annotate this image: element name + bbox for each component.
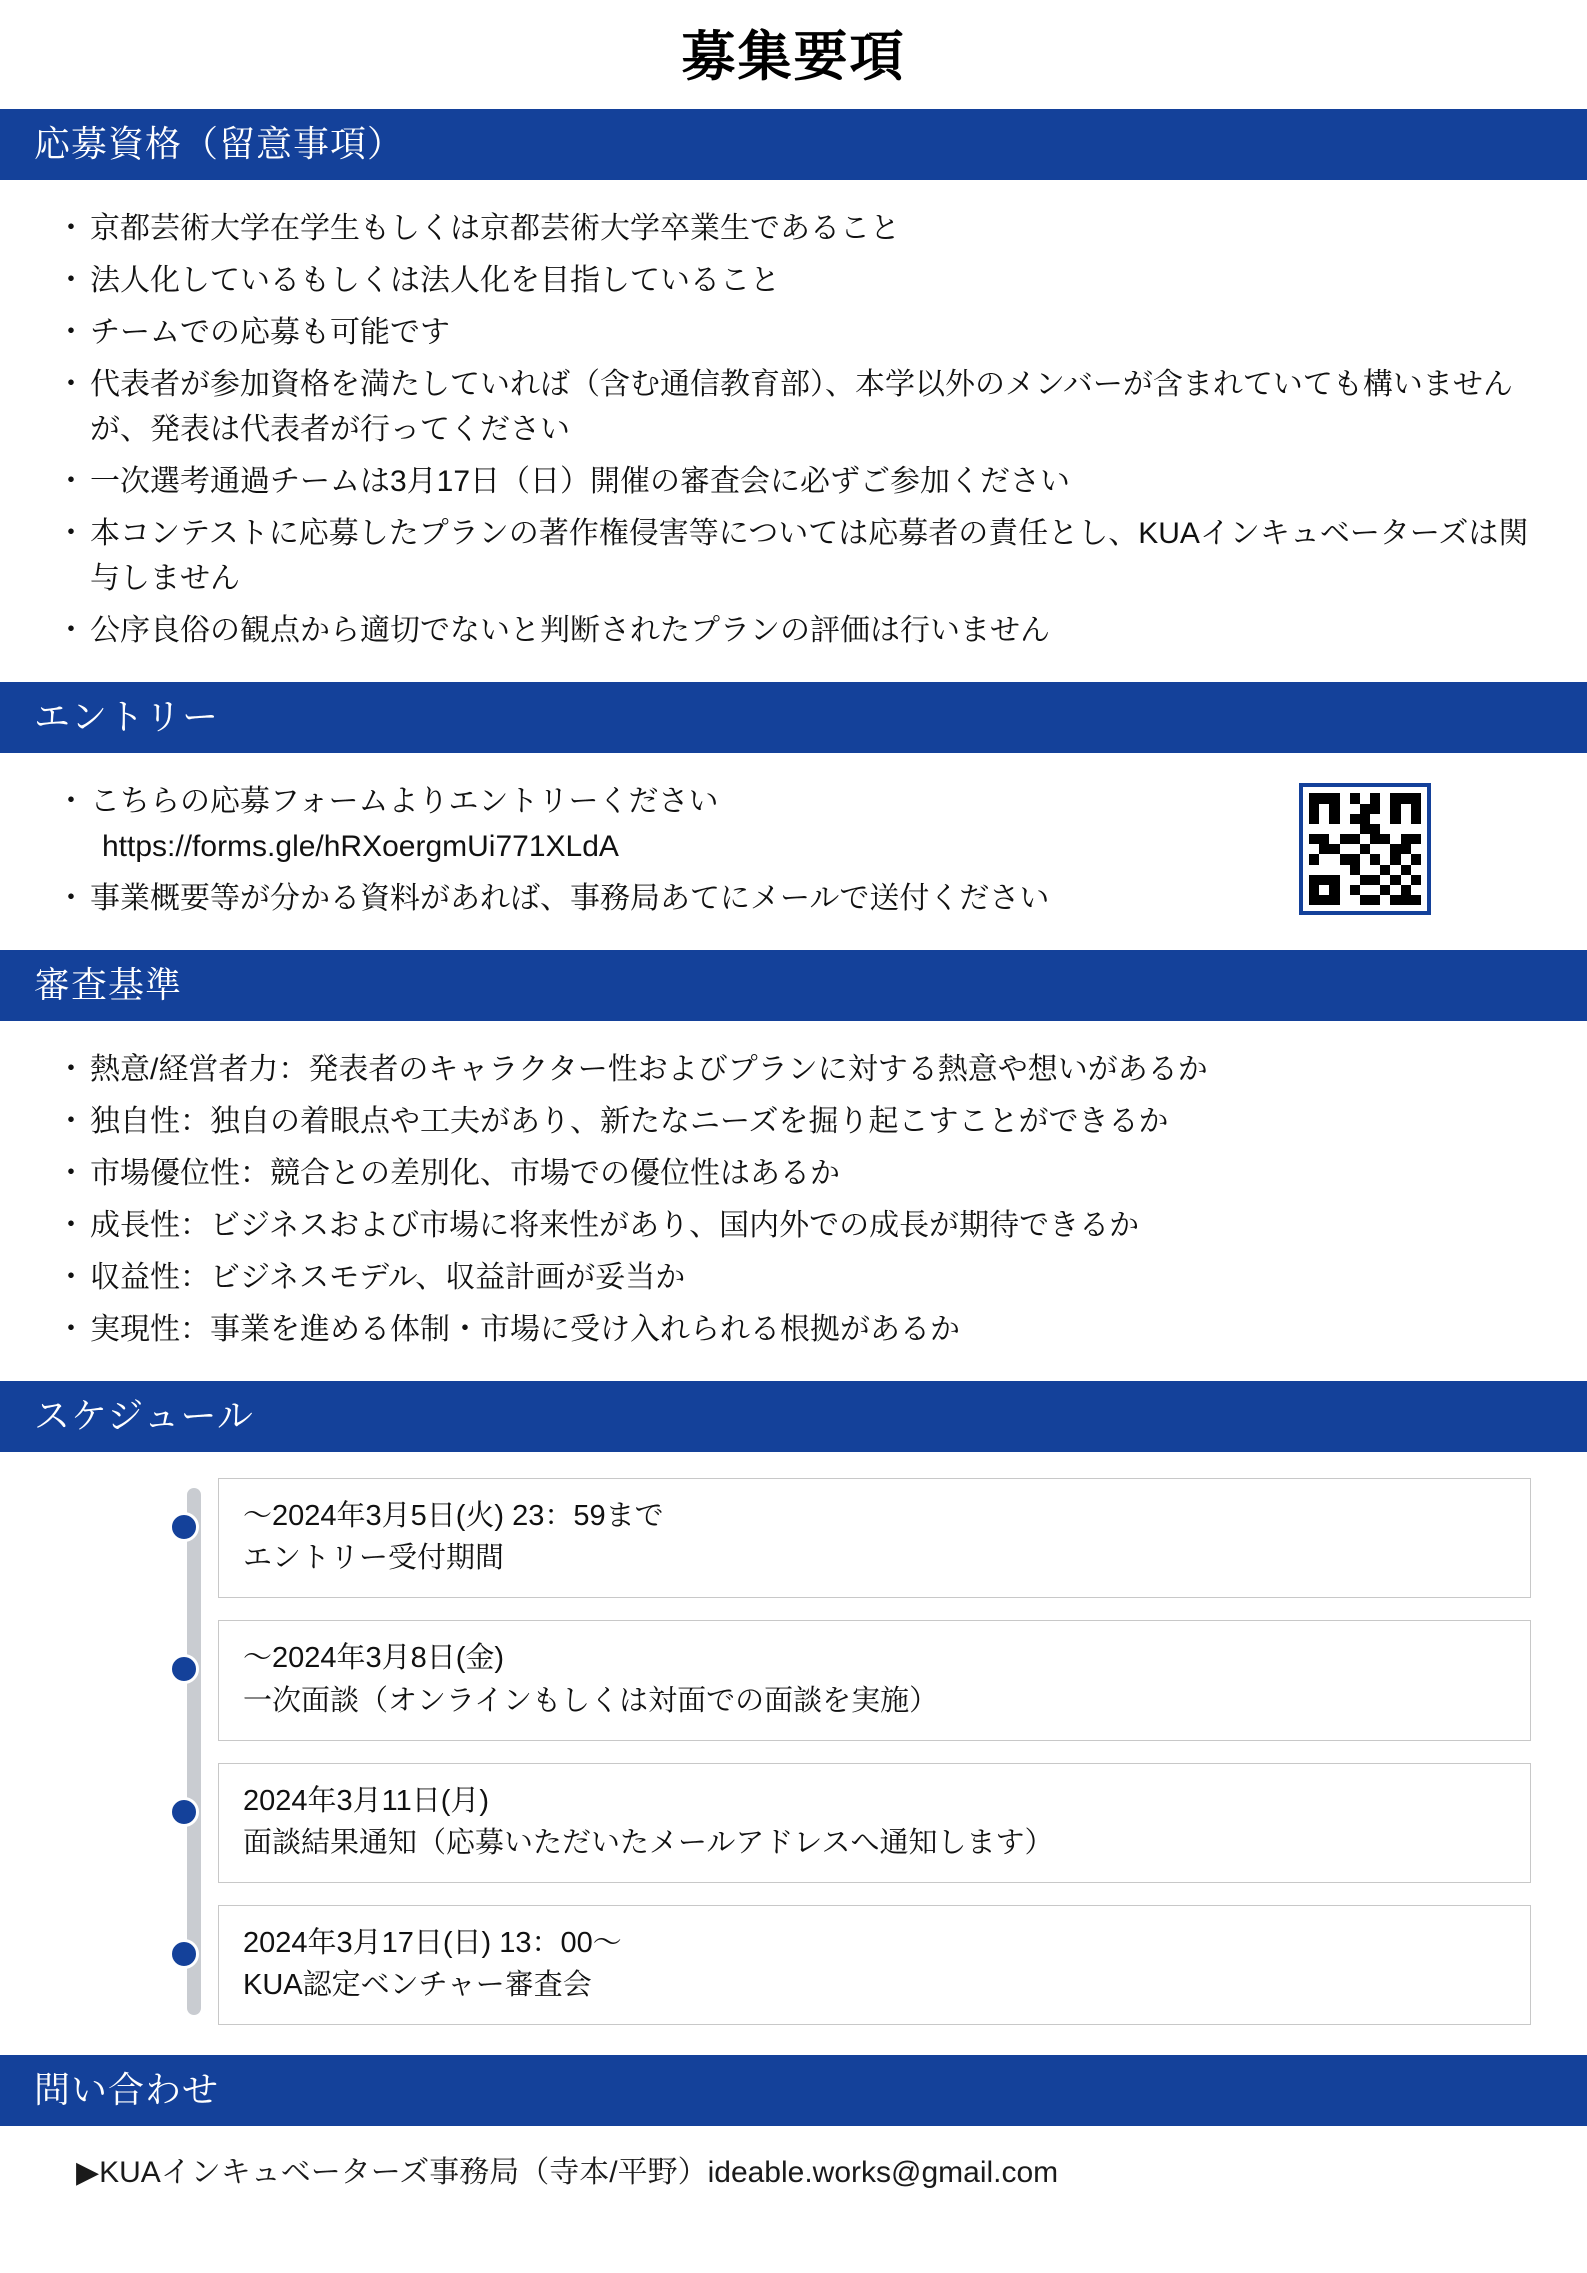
timeline-dot-icon <box>169 1939 199 1969</box>
list-item: ・ 収益性：ビジネスモデル、収益計画が妥当か <box>56 1255 1531 1300</box>
list-item: ・ 代表者が参加資格を満たしていれば（含む通信教育部）、本学以外のメンバーが含まれていても構いませんが、発表は代表者が行ってください <box>56 362 1531 452</box>
timeline-item <box>156 1905 1531 2025</box>
section-body-qualification <box>0 180 1587 682</box>
section-body-entry <box>0 753 1587 950</box>
qualification-list <box>56 206 1531 653</box>
timeline-card <box>218 1905 1531 2025</box>
entry-form-url[interactable]: https://forms.gle/hRXoergmUi771XLdA <box>102 830 619 864</box>
list-item: ・ 一次選考通過チームは3月17日（日）開催の審査会に必ずご参加ください <box>56 459 1531 504</box>
timeline-date: 〜2024年3月5日(火) 23：59まで <box>243 1500 664 1533</box>
section-heading-schedule: スケジュール <box>0 1381 1587 1452</box>
list-item: ・ 熱意/経営者力：発表者のキャラクター性およびプランに対する熱意や想いがあるか <box>56 1047 1531 1092</box>
list-item: ・ 本コンテストに応募したプランの著作権侵害等については応募者の責任とし、KUAインキュベーターズは関与しません <box>56 511 1531 601</box>
list-item: ・ チームでの応募も可能です <box>56 310 1531 355</box>
entry-form-label: こちらの応募フォームよりエントリーください <box>90 785 719 819</box>
timeline-dot-icon <box>169 1654 199 1684</box>
entry-list <box>56 779 1299 921</box>
timeline-dot-icon <box>169 1512 199 1542</box>
list-item: ・ 事業概要等が分かる資料があれば、事務局あてにメールで送付ください <box>56 876 1299 921</box>
list-item: ・ 公序良俗の観点から適切でないと判断されたプランの評価は行いません <box>56 608 1531 653</box>
timeline-item <box>156 1478 1531 1598</box>
section-heading-qualification: 応募資格（留意事項） <box>0 109 1587 180</box>
section-body-schedule <box>0 1452 1587 2054</box>
timeline-date: 2024年3月11日(月) <box>243 1784 490 1817</box>
list-item: ・ 実現性：事業を進める体制・市場に受け入れられる根拠があるか <box>56 1307 1531 1352</box>
timeline-date: 〜2024年3月8日(金) <box>243 1642 505 1675</box>
timeline-desc: エントリー受付期間 <box>243 1542 505 1575</box>
timeline-desc: KUA認定ベンチャー審査会 <box>243 1968 592 2001</box>
list-item: ・ 成長性：ビジネスおよび市場に将来性があり、国内外での成長が期待できるか <box>56 1203 1531 1248</box>
qr-code-pattern <box>1309 793 1421 905</box>
criteria-list <box>56 1047 1531 1352</box>
contact-line: ▶KUAインキュベーターズ事務局（寺本/平野）ideable.works@gmail.com <box>76 2155 1059 2189</box>
timeline-desc: 一次面談（オンラインもしくは対面での面談を実施） <box>243 1684 939 1717</box>
timeline-card <box>218 1478 1531 1598</box>
timeline-item <box>156 1620 1531 1740</box>
timeline-dot-icon <box>169 1797 199 1827</box>
timeline-card <box>218 1620 1531 1740</box>
timeline-desc: 面談結果通知（応募いただいたメールアドレスへ通知します） <box>243 1826 1054 1859</box>
section-heading-contact: 問い合わせ <box>0 2055 1587 2126</box>
page-title: 募集要項 <box>681 27 906 87</box>
timeline-item <box>156 1763 1531 1883</box>
entry-text-block <box>56 779 1299 928</box>
qr-code-icon[interactable] <box>1299 783 1431 915</box>
timeline-date: 2024年3月17日(日) 13：00〜 <box>243 1926 622 1959</box>
schedule-timeline <box>56 1478 1531 2024</box>
section-body-contact <box>0 2126 1587 2204</box>
flyer-page <box>0 28 1587 2273</box>
list-item: ・ 市場優位性：競合との差別化、市場での優位性はあるか <box>56 1151 1531 1196</box>
list-item: ・ 京都芸術大学在学生もしくは京都芸術大学卒業生であること <box>56 206 1531 251</box>
list-item: ・ 法人化しているもしくは法人化を目指していること <box>56 258 1531 303</box>
section-heading-criteria: 審査基準 <box>0 950 1587 1021</box>
section-heading-entry: エントリー <box>0 682 1587 753</box>
list-item: ・ 独自性：独自の着眼点や工夫があり、新たなニーズを掘り起こすことができるか <box>56 1099 1531 1144</box>
list-item <box>56 779 1299 869</box>
timeline-card <box>218 1763 1531 1883</box>
section-body-criteria <box>0 1021 1587 1381</box>
